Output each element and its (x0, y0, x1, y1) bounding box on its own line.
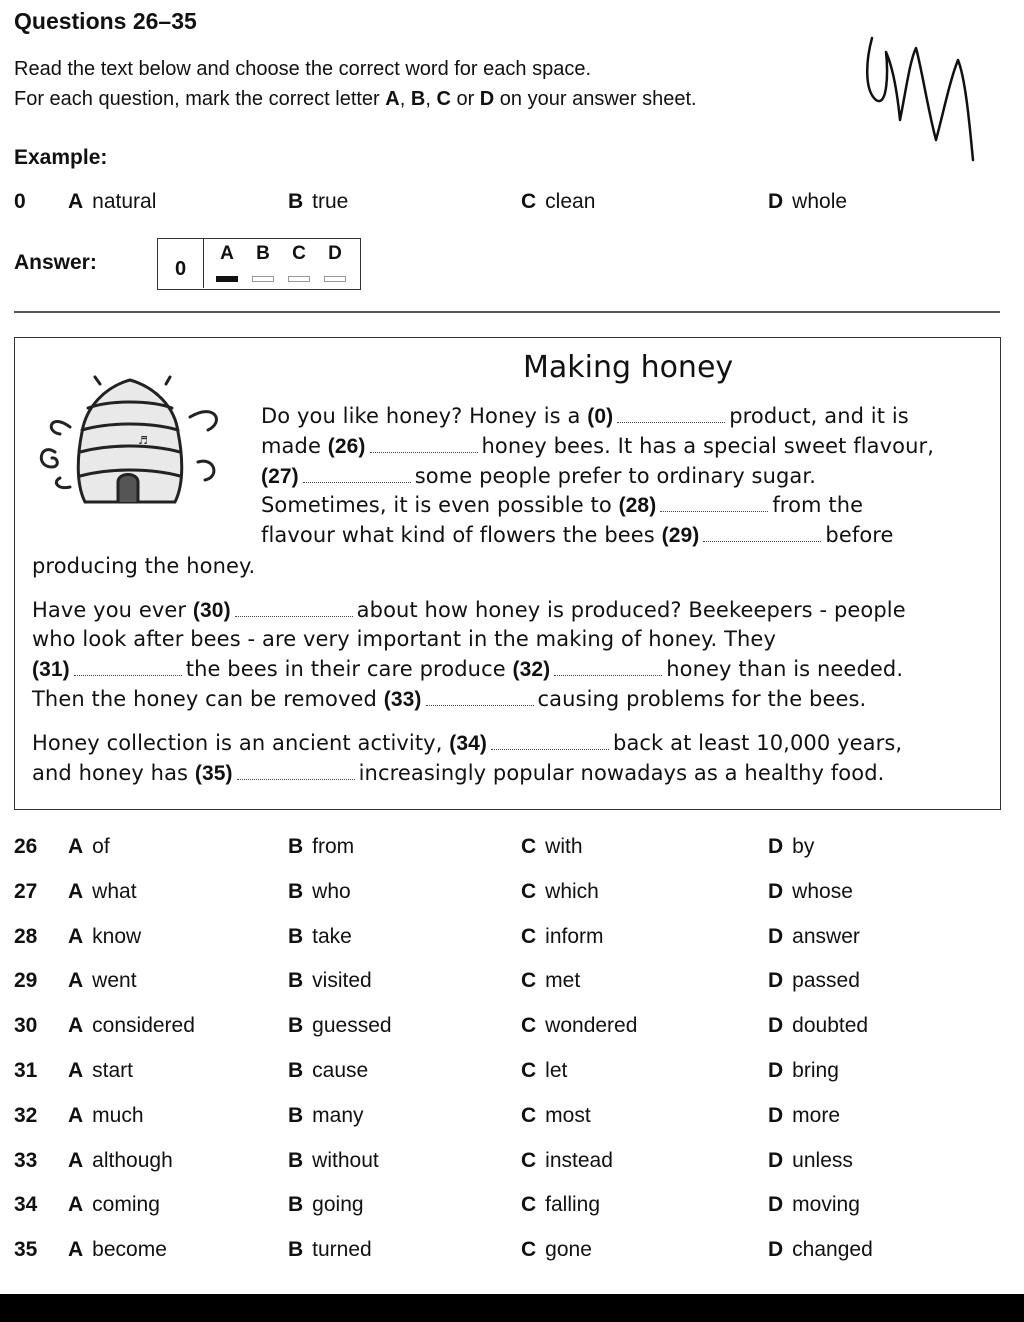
question-ref: (29) (661, 524, 700, 547)
text-segment: increasingly popular nowadays as a healthy food. (358, 761, 885, 785)
text-segment: before (825, 523, 894, 547)
answer-blank[interactable] (617, 408, 725, 423)
question-ref: (27) (261, 465, 299, 488)
answer-blank[interactable] (660, 497, 768, 512)
question-ref: (35) (194, 762, 233, 785)
question-row (0, 1059, 1024, 1089)
answer-letter-b: B (256, 243, 270, 264)
question-ref: (28) (618, 494, 657, 517)
example-number: 0 (14, 190, 26, 213)
option-d[interactable]: D passed (768, 969, 860, 993)
question-ref: (32) (512, 658, 551, 681)
question-row (0, 1193, 1024, 1223)
text-line-2 (261, 431, 934, 462)
question-number: 34 (14, 1193, 38, 1217)
answer-sheet-box (157, 238, 361, 290)
answer-letter-c: C (292, 243, 306, 264)
text-segment: some people prefer to ordinary sugar. (414, 464, 816, 488)
option-b[interactable]: B without (288, 1148, 379, 1172)
question-row (0, 1104, 1024, 1134)
svg-text:♬: ♬ (138, 434, 148, 447)
instruction-line-1: Read the text below and choose the correct word for each space. (14, 58, 592, 80)
text-segment: the bees in their care produce (185, 657, 513, 681)
answer-blank[interactable] (74, 661, 182, 676)
answer-blank[interactable] (235, 602, 353, 617)
text-line-4 (261, 490, 863, 521)
answer-blank[interactable] (426, 691, 534, 706)
text-segment: honey bees. It has a special sweet flavour, (481, 434, 935, 458)
question-row (0, 835, 1024, 865)
text-segment: who look after bees - are very important in the making of honey. They (32, 627, 776, 651)
instruction-line-2: For each question, mark the correct letter A, B, C or D on your answer sheet. (14, 88, 697, 110)
option-c[interactable]: C most (521, 1103, 591, 1127)
question-ref: (34) (449, 732, 488, 755)
text-segment: Sometimes, it is even possible to (261, 493, 619, 517)
option-d[interactable]: D unless (768, 1148, 853, 1172)
option-b[interactable]: B visited (288, 969, 372, 993)
option-b[interactable]: B from (288, 835, 355, 858)
example-option-c[interactable]: C clean (521, 190, 596, 213)
answer-letter-a: A (220, 243, 234, 264)
text-segment: Honey collection is an ancient activity, (32, 731, 450, 755)
option-a[interactable]: A what (68, 879, 137, 903)
text-segment: honey than is needed. (666, 657, 904, 681)
text-segment: causing problems for the bees. (537, 687, 867, 711)
answer-blank[interactable] (703, 527, 821, 542)
option-a[interactable]: A much (68, 1103, 144, 1127)
option-c[interactable]: C with (521, 835, 583, 858)
text-line-6 (32, 551, 255, 581)
option-a[interactable]: A know (68, 924, 142, 948)
option-d[interactable]: D moving (768, 1193, 860, 1217)
question-row (0, 925, 1024, 955)
question-ref: (31) (32, 658, 70, 681)
question-number: 32 (14, 1103, 38, 1127)
answer-blank[interactable] (237, 765, 355, 780)
option-c[interactable]: C inform (521, 924, 604, 948)
text-segment: Have you ever (32, 598, 193, 622)
answer-mark-d[interactable] (324, 276, 346, 282)
text-line-12 (32, 758, 884, 789)
option-a[interactable]: A of (68, 835, 110, 858)
question-number: 33 (14, 1148, 38, 1172)
text-segment: Then the honey can be removed (32, 687, 384, 711)
option-a[interactable]: A coming (68, 1193, 160, 1217)
question-number: 28 (14, 924, 38, 948)
text-line-7 (32, 595, 906, 626)
question-row (0, 1014, 1024, 1044)
question-ref: (0) (587, 405, 614, 428)
option-d[interactable]: D bring (768, 1059, 839, 1082)
answer-blank[interactable] (491, 735, 609, 750)
example-label: Example: (14, 146, 108, 169)
option-d[interactable]: D whose (768, 879, 853, 903)
option-a[interactable]: A become (68, 1238, 167, 1262)
question-number: 29 (14, 969, 38, 993)
option-d[interactable]: D changed (768, 1238, 873, 1262)
option-a[interactable]: A considered (68, 1014, 195, 1038)
option-d[interactable]: D by (768, 835, 815, 858)
text-segment: back at least 10,000 years, (613, 731, 903, 755)
text-segment: producing the honey. (32, 554, 256, 578)
text-line-11 (32, 728, 902, 759)
option-c[interactable]: C gone (521, 1238, 592, 1262)
question-ref: (33) (383, 688, 422, 711)
answer-mark-a[interactable] (216, 276, 238, 282)
question-ref: (26) (327, 435, 366, 458)
option-d[interactable]: D answer (768, 924, 860, 948)
text-line-9 (32, 654, 903, 685)
option-b[interactable]: B who (288, 879, 351, 903)
option-c[interactable]: C falling (521, 1193, 601, 1217)
question-number: 30 (14, 1014, 38, 1038)
option-b[interactable]: B turned (288, 1238, 372, 1262)
beehive-icon (30, 372, 240, 517)
text-line-3 (261, 461, 816, 492)
answer-blank[interactable] (370, 438, 478, 453)
text-segment: Do you like honey? Honey is a (261, 404, 588, 428)
option-b[interactable]: B cause (288, 1059, 369, 1082)
handwritten-scribble-icon (858, 30, 983, 165)
text-segment: flavour what kind of flowers the bees (261, 523, 662, 547)
option-d[interactable]: D more (768, 1103, 841, 1127)
option-b[interactable]: B guessed (288, 1014, 392, 1038)
answer-blank[interactable] (554, 661, 662, 676)
divider (14, 311, 1000, 313)
text-line-10 (32, 684, 866, 715)
text-line-5 (261, 520, 894, 551)
text-segment: from the (772, 493, 864, 517)
option-a[interactable]: A although (68, 1148, 173, 1172)
option-c[interactable]: C which (521, 879, 599, 903)
option-b[interactable]: B many (288, 1103, 364, 1127)
page-title: Questions 26–35 (14, 8, 197, 34)
option-b[interactable]: B going (288, 1193, 364, 1217)
text-segment: about how honey is produced? Beekeepers - people (356, 598, 906, 622)
text-line-8 (32, 624, 776, 654)
answer-mark-c[interactable] (288, 276, 310, 282)
option-a[interactable]: A start (68, 1059, 134, 1082)
text-segment: product, and it is (729, 404, 909, 428)
question-ref: (30) (192, 599, 231, 622)
option-c[interactable]: C instead (521, 1148, 613, 1172)
answer-letter-d: D (328, 243, 342, 264)
option-d[interactable]: D doubted (768, 1014, 869, 1038)
answer-blank[interactable] (303, 468, 411, 483)
text-title: Making honey (523, 350, 734, 385)
option-a[interactable]: A went (68, 969, 137, 993)
question-number: 27 (14, 879, 38, 903)
option-c[interactable]: C wondered (521, 1014, 638, 1038)
question-number: 26 (14, 835, 38, 858)
example-option-d[interactable]: D whole (768, 190, 848, 213)
answer-mark-b[interactable] (252, 276, 274, 282)
text-segment: and honey has (32, 761, 195, 785)
example-option-a[interactable]: A natural (68, 190, 157, 213)
answer-label: Answer: (14, 251, 97, 274)
question-number: 35 (14, 1238, 38, 1262)
example-row (0, 190, 1024, 220)
option-b[interactable]: B take (288, 924, 352, 948)
text-segment: made (261, 434, 328, 458)
question-row (0, 880, 1024, 910)
text-line-1 (261, 401, 909, 432)
option-c[interactable]: C met (521, 969, 581, 993)
option-c[interactable]: C let (521, 1059, 568, 1082)
bottom-bar (0, 1294, 1024, 1322)
question-row (0, 1149, 1024, 1179)
answer-number: 0 (158, 239, 204, 288)
question-row (0, 969, 1024, 999)
example-option-b[interactable]: B true (288, 190, 349, 213)
question-row (0, 1238, 1024, 1268)
question-number: 31 (14, 1059, 38, 1082)
